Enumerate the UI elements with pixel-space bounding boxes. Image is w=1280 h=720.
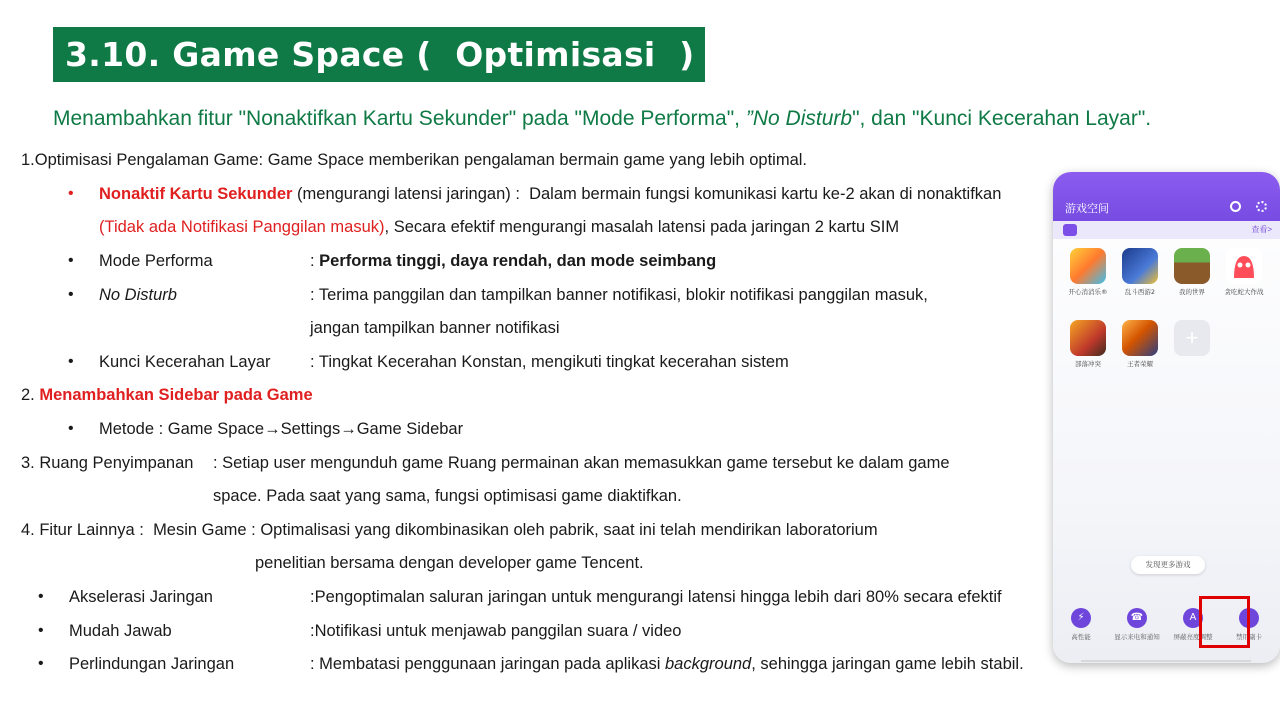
brightness-lock-label: Kunci Kecerahan Layar <box>99 353 271 371</box>
home-indicator <box>1081 660 1251 662</box>
phone-title: 游戏空间 <box>1065 202 1109 215</box>
secondary-card-red-note: (Tidak ada Notifikasi Panggilan masuk) <box>99 218 385 236</box>
bullet-dot: • <box>38 622 44 639</box>
section1-heading: 1.Optimisasi Pengalaman Game: Game Space memberikan pengalaman bermain game yang lebih optimal. <box>21 151 807 169</box>
tool-label: 禁用副卡 <box>1236 633 1262 641</box>
avatar-icon[interactable] <box>1230 201 1241 212</box>
bullet-dot: • <box>68 286 74 303</box>
network-protection-italic: background <box>665 655 752 673</box>
see-all-link[interactable]: 查看> <box>1251 225 1272 234</box>
performance-mode-text: Performa tinggi, daya rendah, dan mode seimbang <box>319 252 717 270</box>
network-acceleration-value: :Pengoptimalan saluran jaringan untuk mengurangi latensi hingga lebih dari 80% secara efektif <box>310 588 1002 606</box>
game-tile[interactable] <box>1062 248 1114 296</box>
performance-mode-colon: : <box>310 252 320 270</box>
game-icon <box>1174 248 1210 284</box>
network-protection-value <box>310 653 1024 675</box>
section2-heading <box>21 384 313 406</box>
tool-label: 高性能 <box>1071 633 1091 641</box>
game-tile[interactable] <box>1114 320 1166 368</box>
game-icon <box>1070 248 1106 284</box>
discover-more-games-button[interactable]: 发现更多游戏 <box>1131 556 1205 574</box>
no-disturb-line1: : Terima panggilan dan tampilkan banner notifikasi, blokir notifikasi panggilan masuk, <box>310 286 928 304</box>
megaphone-icon[interactable] <box>1063 224 1077 236</box>
sidebar-method: Metode : Game Space→Settings→Game Sidebar <box>99 420 464 438</box>
brightness-icon: A <box>1183 608 1203 628</box>
subtitle-italic: ”No Disturb <box>745 107 853 130</box>
bullet-dot: • <box>38 655 44 672</box>
subtitle-part1: Menambahkan fitur "Nonaktifkan Kartu Sekunder" pada "Mode Performa", <box>53 107 746 130</box>
game-label: 我的世界 <box>1179 288 1205 296</box>
bullet-dot: • <box>38 588 44 605</box>
bullet-dot: • <box>68 420 74 437</box>
game-icon <box>1070 320 1106 356</box>
game-label: 贪吃蛇大作战 <box>1224 288 1264 296</box>
notice-bar <box>1053 221 1280 239</box>
secondary-card-label: Nonaktif Kartu Sekunder <box>99 185 293 203</box>
sim-card-icon: ◐ <box>1239 608 1259 628</box>
game-tile[interactable] <box>1166 248 1218 296</box>
network-protection-pre: : Membatasi penggunaan jaringan pada aplikasi <box>310 655 665 673</box>
tool-high-performance[interactable] <box>1053 608 1109 641</box>
bullet-dot: • <box>68 185 74 202</box>
easy-answer-label: Mudah Jawab <box>69 622 172 640</box>
phone-screenshot <box>1053 172 1280 663</box>
subtitle-part2: ", dan "Kunci Kecerahan Layar". <box>852 107 1152 130</box>
game-label: 王者荣耀 <box>1127 360 1153 368</box>
performance-mode-value <box>310 250 716 272</box>
section3-label: 3. Ruang Penyimpanan <box>21 454 194 472</box>
section2-title: Menambahkan Sidebar pada Game <box>39 386 313 404</box>
section2-number: 2. <box>21 386 40 404</box>
tool-call-notification[interactable] <box>1109 608 1165 641</box>
secondary-card-desc: : Dalam bermain fungsi komunikasi kartu ke-2 akan di nonaktifkan <box>510 185 1002 203</box>
network-acceleration-label: Akselerasi Jaringan <box>69 588 213 606</box>
bullet-dot: • <box>68 252 74 269</box>
network-protection-label: Perlindungan Jaringan <box>69 655 235 673</box>
game-label: 部落冲突 <box>1075 360 1101 368</box>
tool-label: 显示来电和通知 <box>1114 633 1160 641</box>
no-disturb-line2: jangan tampilkan banner notifikasi <box>310 319 560 337</box>
lightning-icon: ⚡ <box>1071 608 1091 628</box>
bullet-secondary-card <box>99 183 1001 205</box>
section3-line2: space. Pada saat yang sama, fungsi optimisasi game diaktifkan. <box>213 487 682 505</box>
game-tile[interactable] <box>1114 248 1166 296</box>
slide-subtitle <box>53 107 1151 131</box>
settings-gear-icon[interactable] <box>1256 201 1267 212</box>
phone-call-icon: ☎ <box>1127 608 1147 628</box>
section3-line1: : Setiap user mengunduh game Ruang permainan akan memasukkan game tersebut ke dalam game <box>213 454 950 472</box>
game-label: 开心消消乐® <box>1068 288 1108 296</box>
game-icon <box>1122 248 1158 284</box>
game-icon <box>1122 320 1158 356</box>
secondary-card-line2 <box>99 216 899 238</box>
section4-line2: penelitian bersama dengan developer game Tencent. <box>255 554 644 572</box>
network-protection-post: , sehingga jaringan game lebih stabil. <box>751 655 1024 673</box>
game-label: 乱斗西游2 <box>1124 288 1156 296</box>
easy-answer-value: :Notifikasi untuk menjawab panggilan suara / video <box>310 622 682 640</box>
slide-title: 3.10. Game Space ( Optimisasi ) <box>53 27 705 82</box>
highlight-box <box>1199 596 1250 648</box>
game-icon <box>1226 248 1262 284</box>
game-tile[interactable] <box>1218 248 1270 296</box>
section4-line1: 4. Fitur Lainnya : Mesin Game : Optimalisasi yang dikombinasikan oleh pabrik, saat ini telah mendirikan laboratorium <box>21 521 878 539</box>
no-disturb-label: No Disturb <box>99 286 177 304</box>
secondary-card-rest: , Secara efektif mengurangi masalah latensi pada jaringan 2 kartu SIM <box>384 218 900 236</box>
brightness-lock-value: : Tingkat Kecerahan Konstan, mengikuti tingkat kecerahan sistem <box>310 353 789 371</box>
game-tile[interactable] <box>1062 320 1114 368</box>
add-game-button[interactable]: + <box>1174 320 1210 356</box>
bullet-dot: • <box>68 353 74 370</box>
tool-label: 屏蔽亮度调整 <box>1173 633 1213 641</box>
secondary-card-paren: (mengurangi latensi jaringan) <box>292 185 511 203</box>
performance-mode-label: Mode Performa <box>99 252 213 270</box>
